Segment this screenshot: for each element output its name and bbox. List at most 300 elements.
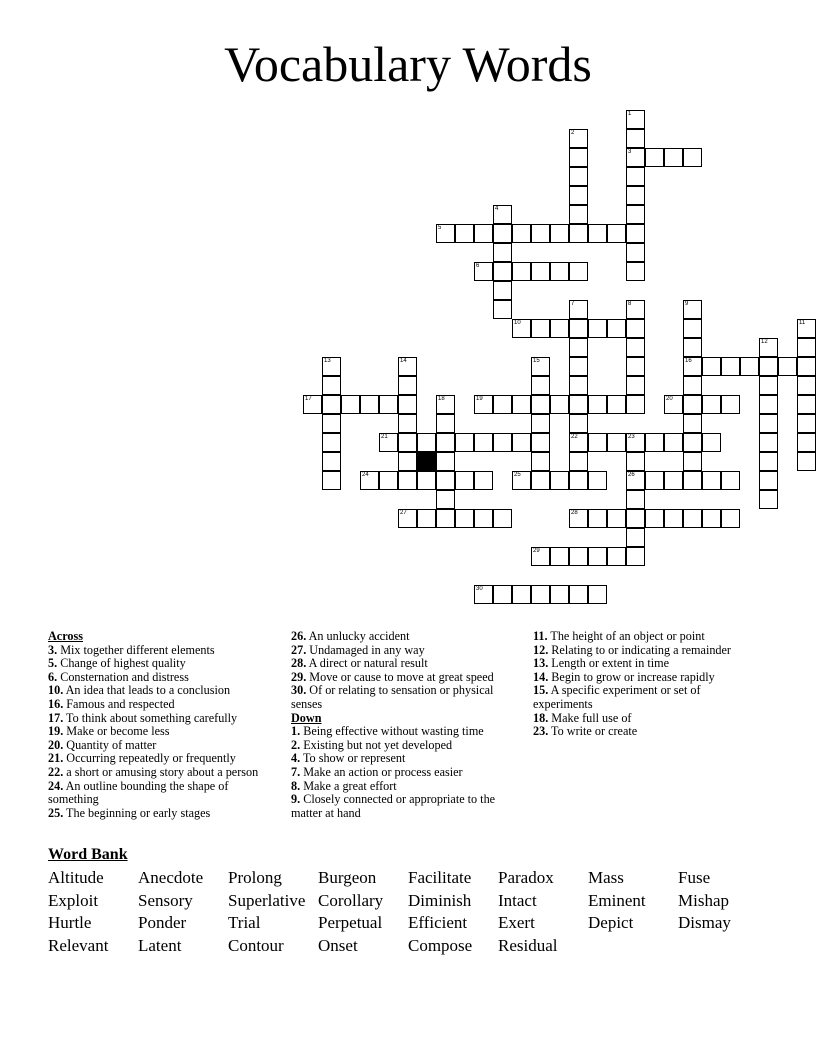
clue-text: An unlucky accident	[306, 629, 410, 643]
grid-cell[interactable]	[398, 509, 417, 528]
grid-cell[interactable]	[322, 471, 341, 490]
grid-cell[interactable]	[531, 433, 550, 452]
clue-text: Existing but not yet developed	[300, 737, 453, 752]
grid-cell[interactable]	[512, 319, 531, 338]
grid-cell[interactable]	[398, 452, 417, 471]
word-bank-word: Exert	[498, 913, 535, 933]
clue-num: 21.	[48, 751, 64, 766]
clue-text: Quantity of matter	[63, 737, 157, 752]
grid-cell[interactable]	[645, 509, 664, 528]
clue-num: 11.	[533, 629, 548, 643]
down-clue	[533, 630, 763, 644]
grid-cell[interactable]	[797, 395, 816, 414]
grid-cell[interactable]	[797, 338, 816, 357]
grid-cell[interactable]	[588, 585, 607, 604]
grid-cell[interactable]	[607, 509, 626, 528]
across-clue	[48, 671, 276, 685]
grid-cell[interactable]	[569, 452, 588, 471]
word-bank-word: Mass	[588, 868, 624, 887]
grid-cell[interactable]	[531, 357, 550, 376]
grid-cell[interactable]	[759, 452, 778, 471]
clue-number: 16	[685, 358, 692, 364]
grid-cell[interactable]	[569, 224, 588, 243]
clue-text: Consternation and distress	[57, 669, 189, 684]
grid-cell[interactable]	[436, 452, 455, 471]
grid-cell[interactable]	[455, 433, 474, 452]
grid-cell[interactable]	[626, 471, 645, 490]
clue-number: 1	[628, 111, 632, 117]
grid-cell[interactable]	[683, 414, 702, 433]
grid-cell[interactable]	[683, 509, 702, 528]
grid-cell[interactable]	[341, 395, 360, 414]
grid-cell[interactable]	[626, 262, 645, 281]
grid-cell[interactable]	[797, 433, 816, 452]
grid-cell[interactable]	[759, 376, 778, 395]
grid-cell[interactable]	[607, 319, 626, 338]
grid-cell[interactable]	[797, 452, 816, 471]
grid-cell[interactable]	[721, 357, 740, 376]
clue-text: Make a great effort	[300, 778, 397, 793]
grid-cell[interactable]	[455, 471, 474, 490]
grid-cell[interactable]	[512, 433, 531, 452]
grid-cell[interactable]	[436, 471, 455, 490]
grid-cell[interactable]	[474, 433, 493, 452]
grid-cell[interactable]	[702, 395, 721, 414]
grid-cell[interactable]	[702, 471, 721, 490]
clue-number: 7	[571, 301, 575, 307]
grid-cell[interactable]	[512, 262, 531, 281]
grid-cell[interactable]	[626, 433, 645, 452]
grid-cell[interactable]	[721, 395, 740, 414]
clue-number: 22	[571, 434, 578, 440]
word-bank-word: Trial	[228, 913, 261, 933]
grid-cell[interactable]	[759, 471, 778, 490]
clue-text: An outline bounding the shape of something	[48, 778, 229, 807]
grid-cell[interactable]	[436, 414, 455, 433]
clue-num: 5.	[48, 656, 58, 671]
grid-cell[interactable]	[569, 186, 588, 205]
clue-text: Length or extent in time	[548, 656, 670, 671]
grid-cell[interactable]	[588, 319, 607, 338]
grid-cell[interactable]	[569, 205, 588, 224]
grid-cell[interactable]	[322, 452, 341, 471]
grid-cell[interactable]	[398, 433, 417, 452]
grid-cell[interactable]	[569, 148, 588, 167]
grid-cell[interactable]	[626, 205, 645, 224]
grid-cell[interactable]	[569, 129, 588, 148]
grid-cell[interactable]	[569, 338, 588, 357]
grid-cell[interactable]	[588, 433, 607, 452]
word-bank-word: Onset	[318, 936, 358, 956]
clue-text: Make or become less	[63, 724, 170, 739]
clue-num: 6.	[48, 669, 58, 684]
word-bank-word: Hurtle	[48, 913, 92, 933]
clue-num: 17.	[48, 710, 64, 725]
grid-cell[interactable]	[531, 395, 550, 414]
clue-num: 27.	[291, 642, 307, 657]
grid-cell[interactable]	[797, 357, 816, 376]
down-clue	[291, 780, 519, 794]
grid-cell[interactable]	[683, 357, 702, 376]
grid-cell[interactable]	[626, 319, 645, 338]
grid-cell[interactable]	[626, 338, 645, 357]
grid-cell[interactable]	[550, 471, 569, 490]
grid-cell[interactable]	[683, 300, 702, 319]
grid-cell[interactable]	[379, 433, 398, 452]
across-clue	[48, 684, 276, 698]
grid-cell[interactable]	[588, 471, 607, 490]
grid-cell[interactable]	[531, 262, 550, 281]
grid-cell[interactable]	[322, 357, 341, 376]
grid-cell[interactable]	[569, 319, 588, 338]
across-clue	[48, 725, 276, 739]
grid-cell[interactable]	[569, 509, 588, 528]
word-bank-word: Dismay	[678, 913, 731, 933]
grid-cell[interactable]	[626, 376, 645, 395]
word-bank-word: Exploit	[48, 890, 99, 910]
clue-number: 28	[571, 510, 578, 516]
grid-cell[interactable]	[569, 471, 588, 490]
grid-cell[interactable]	[759, 395, 778, 414]
grid-cell[interactable]	[626, 224, 645, 243]
clue-num: 8.	[291, 778, 301, 793]
grid-cell[interactable]	[474, 395, 493, 414]
grid-cell[interactable]	[683, 433, 702, 452]
grid-cell[interactable]	[493, 281, 512, 300]
clue-num: 4.	[291, 751, 301, 766]
clue-text: An idea that leads to a conclusion	[63, 683, 231, 698]
grid-cell[interactable]	[740, 357, 759, 376]
down-clue	[533, 725, 763, 739]
clue-text: Mix together different elements	[57, 642, 215, 657]
word-bank-word: Prolong	[228, 868, 282, 887]
grid-cell[interactable]	[398, 471, 417, 490]
grid-cell[interactable]	[664, 433, 683, 452]
clue-number: 8	[628, 301, 632, 307]
clue-num: 15.	[533, 683, 549, 698]
grid-cell[interactable]	[569, 262, 588, 281]
grid-cell[interactable]	[379, 471, 398, 490]
word-bank-word: Anecdote	[138, 868, 204, 887]
grid-cell[interactable]	[569, 376, 588, 395]
grid-cell[interactable]	[455, 224, 474, 243]
grid-cell[interactable]	[683, 376, 702, 395]
grid-cell[interactable]	[759, 490, 778, 509]
grid-cell[interactable]	[683, 319, 702, 338]
grid-cell[interactable]	[588, 224, 607, 243]
clue-number: 18	[438, 396, 445, 402]
grid-cell[interactable]	[512, 395, 531, 414]
grid-cell[interactable]	[531, 319, 550, 338]
clue-num: 13.	[533, 656, 549, 671]
grid-cell[interactable]	[550, 585, 569, 604]
grid-cell[interactable]	[474, 471, 493, 490]
grid-cell[interactable]	[569, 167, 588, 186]
grid-cell[interactable]	[398, 395, 417, 414]
grid-cell[interactable]	[550, 395, 569, 414]
grid-cell[interactable]	[512, 224, 531, 243]
grid-cell[interactable]	[455, 509, 474, 528]
grid-cell[interactable]	[436, 433, 455, 452]
grid-cell[interactable]	[303, 395, 322, 414]
grid-cell[interactable]	[645, 471, 664, 490]
grid-cell[interactable]	[531, 547, 550, 566]
grid-cell[interactable]	[322, 433, 341, 452]
word-bank-word: Contour	[228, 936, 284, 956]
clue-text: Being effective without wasting time	[300, 724, 484, 739]
grid-cell[interactable]	[417, 433, 436, 452]
clue-num: 7.	[291, 764, 301, 779]
across-clue	[48, 739, 276, 753]
grid-cell[interactable]	[702, 509, 721, 528]
clue-num: 20.	[48, 737, 64, 752]
grid-cell[interactable]	[759, 414, 778, 433]
grid-cell[interactable]	[493, 205, 512, 224]
clue-number: 20	[666, 396, 673, 402]
grid-cell[interactable]	[626, 300, 645, 319]
grid-cell[interactable]	[626, 357, 645, 376]
grid-cell[interactable]	[683, 395, 702, 414]
grid-cell[interactable]	[588, 509, 607, 528]
grid-cell[interactable]	[664, 509, 683, 528]
clue-text: Begin to grow or increase rapidly	[548, 669, 715, 684]
across-clue	[291, 657, 519, 671]
grid-cell[interactable]	[493, 395, 512, 414]
clue-text: Undamaged in any way	[306, 642, 425, 657]
down-clue	[533, 684, 763, 711]
grid-cell[interactable]	[607, 433, 626, 452]
down-clue	[533, 644, 763, 658]
grid-cell[interactable]	[759, 338, 778, 357]
grid-cell[interactable]	[493, 300, 512, 319]
grid-cell[interactable]	[531, 585, 550, 604]
grid-cell[interactable]	[436, 395, 455, 414]
grid-cell[interactable]	[569, 433, 588, 452]
grid-cell[interactable]	[759, 433, 778, 452]
clue-number: 17	[305, 396, 312, 402]
clue-num: 3.	[48, 642, 58, 657]
grid-cell[interactable]	[322, 376, 341, 395]
grid-cell[interactable]	[436, 490, 455, 509]
grid-cell[interactable]	[588, 395, 607, 414]
clue-num: 14.	[533, 669, 549, 684]
clue-number: 23	[628, 434, 635, 440]
word-bank-word: Eminent	[588, 890, 646, 910]
grid-cell[interactable]	[702, 433, 721, 452]
grid-cell[interactable]	[360, 471, 379, 490]
clue-heading: Across	[48, 629, 83, 643]
grid-cell[interactable]	[550, 547, 569, 566]
grid-cell[interactable]	[569, 585, 588, 604]
across-clue	[48, 780, 276, 807]
clue-number: 5	[438, 225, 442, 231]
grid-cell[interactable]	[683, 148, 702, 167]
clue-num: 2.	[291, 737, 301, 752]
clues-column-3	[533, 630, 763, 739]
clue-num: 26.	[291, 629, 307, 643]
word-bank-word: Ponder	[138, 913, 187, 933]
grid-cell[interactable]	[645, 148, 664, 167]
grid-cell[interactable]	[360, 395, 379, 414]
grid-cell[interactable]	[322, 395, 341, 414]
grid-cell[interactable]	[398, 414, 417, 433]
word-bank-word: Altitude	[48, 868, 104, 887]
across-clue	[48, 698, 276, 712]
grid-cell[interactable]	[626, 186, 645, 205]
grid-cell[interactable]	[493, 262, 512, 281]
grid-cell[interactable]	[797, 319, 816, 338]
across-clue	[48, 712, 276, 726]
clue-number: 15	[533, 358, 540, 364]
grid-cell[interactable]	[645, 433, 664, 452]
grid-cell[interactable]	[493, 509, 512, 528]
clue-num: 9.	[291, 792, 301, 807]
clue-number: 26	[628, 472, 635, 478]
clue-text: The beginning or early stages	[63, 805, 211, 820]
clue-text: Move or cause to move at great speed	[306, 669, 494, 684]
grid-cell[interactable]	[721, 471, 740, 490]
word-bank-title: Word Bank	[48, 846, 128, 863]
grid-cell[interactable]	[683, 471, 702, 490]
word-bank-word: Relevant	[48, 936, 109, 956]
grid-cell[interactable]	[626, 243, 645, 262]
down-clue	[291, 739, 519, 753]
grid-cell[interactable]	[512, 585, 531, 604]
grid-cell[interactable]	[436, 509, 455, 528]
clue-text: a short or amusing story about a person	[63, 764, 259, 779]
grid-cell[interactable]	[626, 452, 645, 471]
grid-cell[interactable]	[493, 585, 512, 604]
clue-heading: Down	[291, 710, 322, 725]
grid-cell[interactable]	[626, 547, 645, 566]
clues-column-1	[48, 630, 276, 820]
grid-cell[interactable]	[607, 547, 626, 566]
word-bank-word: Facilitate	[408, 868, 472, 887]
grid-cell[interactable]	[398, 376, 417, 395]
grid-cell[interactable]	[626, 129, 645, 148]
clue-num: 18.	[533, 710, 549, 725]
grid-cell[interactable]	[417, 509, 436, 528]
grid-cell[interactable]	[493, 433, 512, 452]
grid-cell[interactable]	[493, 243, 512, 262]
across-clue	[48, 657, 276, 671]
word-bank-word: Residual	[498, 936, 558, 956]
grid-cell[interactable]	[512, 471, 531, 490]
grid-cell[interactable]	[664, 471, 683, 490]
clue-text: To write or create	[548, 724, 638, 739]
grid-cell[interactable]	[664, 395, 683, 414]
grid-cell[interactable]	[550, 224, 569, 243]
grid-cell[interactable]	[626, 528, 645, 547]
down-clue	[291, 793, 519, 820]
grid-cell[interactable]	[493, 224, 512, 243]
clue-number: 9	[685, 301, 689, 307]
clue-text: Relating to or indicating a remainder	[548, 642, 731, 657]
grid-cell[interactable]	[683, 452, 702, 471]
grid-cell[interactable]	[569, 300, 588, 319]
grid-cell[interactable]	[398, 357, 417, 376]
grid-cell[interactable]	[721, 509, 740, 528]
grid-cell[interactable]	[797, 414, 816, 433]
clue-number: 3	[628, 149, 632, 155]
grid-cell[interactable]	[531, 376, 550, 395]
grid-cell[interactable]	[569, 357, 588, 376]
grid-cell[interactable]	[778, 357, 797, 376]
clue-num: 28.	[291, 656, 307, 671]
grid-cell[interactable]	[436, 224, 455, 243]
grid-cell[interactable]	[550, 262, 569, 281]
page-title: Vocabulary Words	[224, 36, 592, 92]
grid-cell[interactable]	[531, 224, 550, 243]
grid-cell[interactable]	[626, 490, 645, 509]
word-bank-word: Burgeon	[318, 868, 377, 887]
grid-cell[interactable]	[626, 148, 645, 167]
grid-cell[interactable]	[626, 509, 645, 528]
grid-cell[interactable]	[588, 547, 607, 566]
grid-cell[interactable]	[569, 547, 588, 566]
across-clue	[48, 644, 276, 658]
grid-cell[interactable]	[531, 452, 550, 471]
clue-number: 14	[400, 358, 407, 364]
grid-cell[interactable]	[569, 414, 588, 433]
down-clue	[291, 752, 519, 766]
grid-cell[interactable]	[474, 224, 493, 243]
grid-cell[interactable]	[797, 376, 816, 395]
clue-text: Of or relating to sensation or physical senses	[291, 683, 494, 711]
word-bank-word: Mishap	[678, 890, 729, 910]
across-clue	[291, 671, 519, 685]
grid-cell[interactable]	[759, 357, 778, 376]
grid-cell[interactable]	[664, 148, 683, 167]
grid-cell[interactable]	[683, 338, 702, 357]
grid-cell[interactable]	[379, 395, 398, 414]
word-bank-word: Fuse	[678, 868, 711, 887]
grid-cell[interactable]	[417, 471, 436, 490]
grid-cell[interactable]	[626, 395, 645, 414]
grid-cell[interactable]	[626, 167, 645, 186]
clue-number: 24	[362, 472, 369, 478]
grid-cell[interactable]	[474, 585, 493, 604]
down-clue	[291, 725, 519, 739]
clue-num: 10.	[48, 683, 64, 698]
grid-cell[interactable]	[474, 262, 493, 281]
black-cell	[417, 452, 436, 471]
clue-number: 27	[400, 510, 407, 516]
word-bank-word: Sensory	[138, 890, 193, 910]
word-bank-word: Efficient	[408, 913, 468, 933]
clue-num: 24.	[48, 778, 64, 793]
grid-cell[interactable]	[607, 395, 626, 414]
clue-number: 19	[476, 396, 483, 402]
word-bank-word: Diminish	[408, 890, 472, 910]
word-bank-word: Intact	[498, 890, 537, 910]
grid-cell[interactable]	[607, 224, 626, 243]
clue-text: Make full use of	[548, 710, 632, 725]
clue-text: To think about something carefully	[63, 710, 238, 725]
grid-cell[interactable]	[531, 471, 550, 490]
grid-cell[interactable]	[569, 395, 588, 414]
grid-cell[interactable]	[626, 110, 645, 129]
grid-cell[interactable]	[550, 319, 569, 338]
grid-cell[interactable]	[531, 414, 550, 433]
across-clue	[48, 752, 276, 766]
clue-text: Closely connected or appropriate to the matter at hand	[291, 792, 496, 820]
grid-cell[interactable]	[474, 509, 493, 528]
clue-number: 10	[514, 320, 521, 326]
grid-cell[interactable]	[322, 414, 341, 433]
grid-cell[interactable]	[702, 357, 721, 376]
word-bank-word: Corollary	[318, 890, 384, 910]
